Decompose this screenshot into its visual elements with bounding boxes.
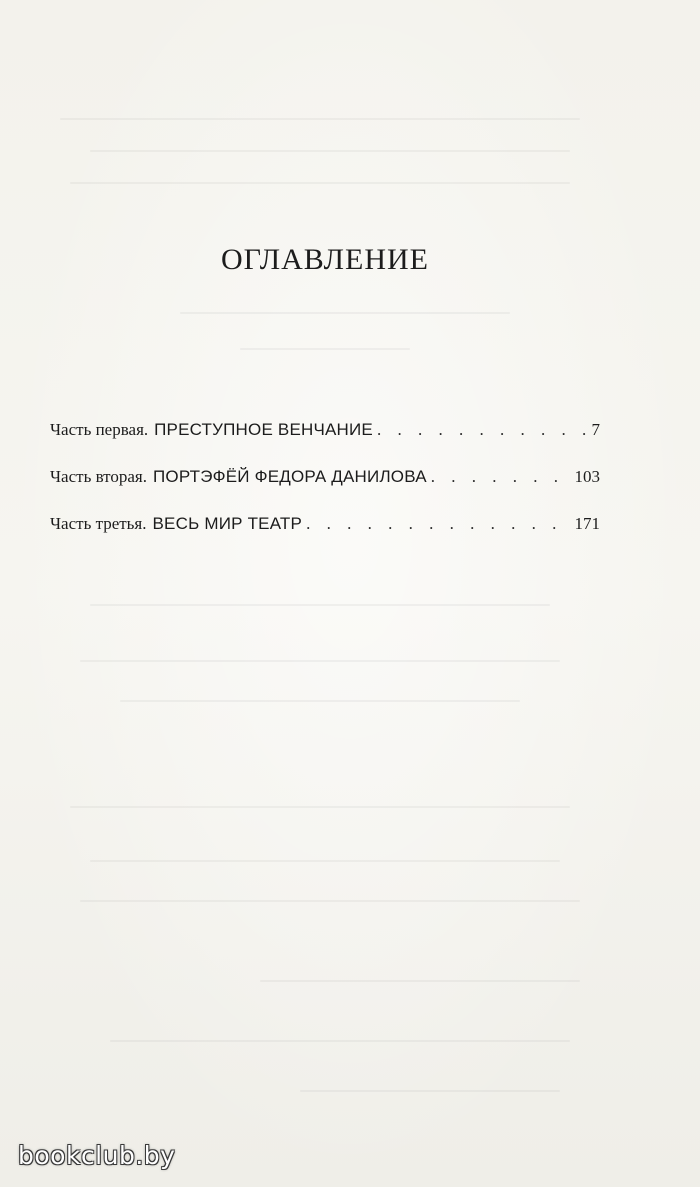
toc-leader-dots (431, 467, 571, 487)
toc-part-label: Часть вторая. (50, 467, 147, 486)
toc-part-label: Часть третья. (50, 514, 147, 533)
page-title: ОГЛАВЛЕНИЕ (221, 243, 429, 276)
site-watermark: bookclub.by (18, 1141, 176, 1170)
toc-page-number: 171 (574, 514, 600, 533)
toc-entry-3[interactable] (50, 514, 600, 561)
toc-part-label: Часть первая. (50, 420, 149, 439)
table-of-contents (50, 420, 600, 561)
toc-entry-2[interactable] (50, 467, 600, 514)
toc-page-number: 7 (591, 420, 600, 439)
toc-entry-1[interactable] (50, 420, 600, 467)
toc-entry-title: ПРЕСТУПНОЕ ВЕНЧАНИЕ (154, 420, 373, 439)
toc-entry-title: ПОРТЭФЁЙ ФЕДОРА ДАНИЛОВА (153, 467, 427, 486)
toc-leader-dots (377, 420, 588, 440)
toc-leader-dots (306, 514, 570, 534)
toc-page-number: 103 (574, 467, 600, 486)
toc-entry-title: ВЕСЬ МИР ТЕАТР (152, 514, 303, 533)
